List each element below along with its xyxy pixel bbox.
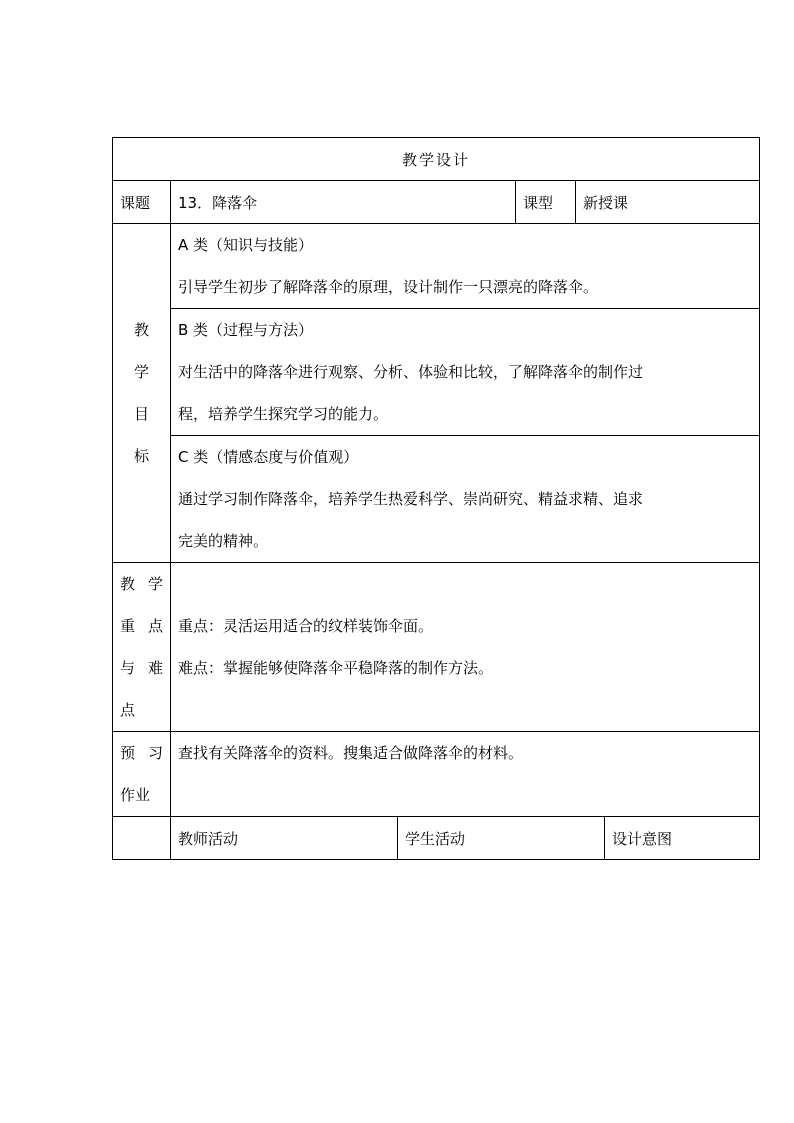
- teacher-activity-header: 教师活动: [171, 817, 398, 860]
- objective-c-text: 完美的精神。: [178, 532, 269, 550]
- keypoints-label-char: 学: [147, 575, 163, 593]
- preview-label: [113, 732, 171, 817]
- lesson-design-table: [112, 137, 760, 860]
- title-row: [113, 138, 760, 181]
- activity-blank-cell: [113, 817, 171, 860]
- objectives-label-char: 标: [133, 447, 149, 465]
- objective-c: [171, 436, 760, 563]
- objective-b-heading: B 类（过程与方法）: [178, 321, 314, 339]
- keypoints-label-char: 与: [120, 659, 136, 677]
- objectives-label-char: 教: [133, 321, 149, 339]
- objective-b: [171, 309, 760, 436]
- keypoints-label-line: [113, 605, 170, 647]
- objectives-label-char: 目: [133, 405, 149, 423]
- objective-a-heading: A 类（知识与技能）: [178, 236, 314, 254]
- difficulty-text: 难点：掌握能够使降落伞平稳降落的制作方法。: [178, 659, 494, 677]
- preview-label-char: 习: [147, 744, 163, 762]
- keypoints-label-line: [113, 563, 170, 605]
- objective-a: [171, 224, 760, 309]
- design-intent-header: 设计意图: [605, 817, 760, 860]
- objective-b-text: 对生活中的降落伞进行观察、分析、体验和比较，了解降落伞的制作过: [178, 363, 644, 381]
- keypoints-content: [171, 563, 760, 732]
- lesson-type-label: 课型: [516, 181, 576, 224]
- keypoints-label-char: 点: [120, 701, 136, 719]
- preview-content: [171, 732, 760, 817]
- objectives-label-char: 学: [133, 363, 149, 381]
- subject-row: [113, 181, 760, 224]
- objectives-row-b: [113, 309, 760, 436]
- objective-c-heading: C 类（情感态度与价值观）: [178, 448, 359, 466]
- lesson-type-value: 新授课: [576, 181, 760, 224]
- activity-header-row: [113, 817, 760, 860]
- preview-label-word: 作业: [120, 786, 151, 804]
- objectives-label: [113, 224, 171, 563]
- preview-label-char: 预: [120, 744, 136, 762]
- keypoints-label-char: 难: [147, 659, 163, 677]
- keypoints-label-line: [113, 647, 170, 689]
- key-point-text: 重点：灵活运用适合的纹样装饰伞面。: [178, 617, 434, 635]
- student-activity-header: 学生活动: [398, 817, 605, 860]
- keypoints-label-char: 点: [147, 617, 163, 635]
- keypoints-label-char: 教: [120, 575, 136, 593]
- objectives-row-a: [113, 224, 760, 309]
- preview-row: [113, 732, 760, 817]
- objectives-row-c: [113, 436, 760, 563]
- document-title: 教学设计: [113, 138, 760, 181]
- keypoints-label-char: 重: [120, 617, 136, 635]
- objective-c-text: 通过学习制作降落伞，培养学生热爱科学、崇尚研究、精益求精、追求: [178, 490, 644, 508]
- preview-text: 查找有关降落伞的资料。搜集适合做降落伞的材料。: [178, 744, 524, 762]
- keypoints-row: [113, 563, 760, 732]
- subject-label: 课题: [113, 181, 171, 224]
- subject-value: 13．降落伞: [171, 181, 516, 224]
- objective-b-text: 程，培养学生探究学习的能力。: [178, 405, 389, 423]
- objective-a-text: 引导学生初步了解降落伞的原理，设计制作一只漂亮的降落伞。: [178, 278, 599, 296]
- preview-label-line: [113, 732, 170, 774]
- keypoints-label: [113, 563, 171, 732]
